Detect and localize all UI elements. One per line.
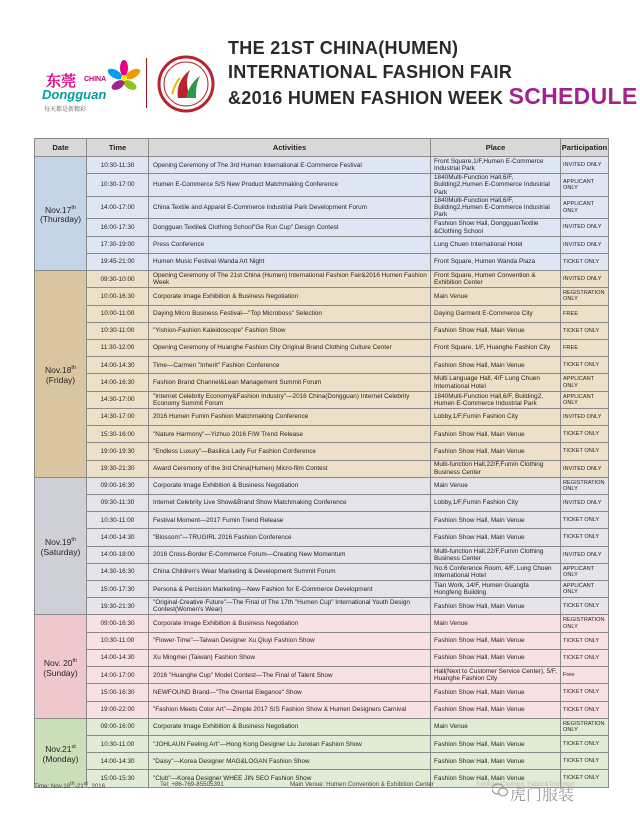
table-header-row xyxy=(35,139,609,157)
participation-cell: TICKET ONLY xyxy=(561,322,609,339)
time-cell: 14:00-14:30 xyxy=(87,649,149,666)
participation-cell: Free xyxy=(561,667,609,684)
footer-venue: Main Venue: Humen Convention & Exhibition Center xyxy=(290,781,434,788)
time-cell: 11:30-12:00 xyxy=(87,339,149,356)
place-cell: Fashion Show Hall, Main Venue xyxy=(431,684,561,701)
date-suffix: th xyxy=(71,364,76,371)
flower-logo-icon xyxy=(104,58,144,98)
page-title xyxy=(228,36,637,110)
time-cell: 10:30-11:00 xyxy=(87,322,149,339)
dongguan-en-name: Dongguan xyxy=(42,87,107,102)
time-cell: 15:00-17:30 xyxy=(87,581,149,598)
participation-cell: TICKET ONLY xyxy=(561,512,609,529)
participation-cell: TICKET ONLY xyxy=(561,632,609,649)
time-cell: 14:00-17:00 xyxy=(87,667,149,684)
table-row xyxy=(35,529,609,546)
time-cell: 19:45-21:00 xyxy=(87,253,149,270)
table-row xyxy=(35,460,609,477)
time-cell: 10:00-11:00 xyxy=(87,305,149,322)
activity-cell: "Internet Celebrity Economy&Fashion Industry"—2016 China(Dongguan) Internet Celebrity Economy Summit Forum xyxy=(149,391,431,408)
table-row xyxy=(35,174,609,197)
table-row xyxy=(35,426,609,443)
activity-cell: "Daisy"—Korea Designer MAG&LOGAN Fashion Show xyxy=(149,753,431,770)
date-day: Nov.19 xyxy=(45,537,72,547)
table-row xyxy=(35,305,609,322)
activity-cell: Festival Moment—2017 Fumin Trend Release xyxy=(149,512,431,529)
activity-cell: Opening Ceremony of The 21st China (Humen) International Fashion Fair&2016 Humen Fashion Week xyxy=(149,271,431,288)
participation-cell: TICKET ONLY xyxy=(561,770,609,787)
activity-cell: Press Conference xyxy=(149,236,431,253)
place-cell: Main Venue xyxy=(431,718,561,735)
activity-cell: "Flower·Time"—Taiwan Designer Xu Qiuyi Fashion Show xyxy=(149,632,431,649)
table-row xyxy=(35,581,609,598)
activity-cell: "Club"—Korea Designer WHEE JIN SEO Fashion Show xyxy=(149,770,431,787)
place-cell: Main Venue xyxy=(431,615,561,632)
activity-cell: Dongguan Textile& Clothing School"Ge Run Cup" Design Contest xyxy=(149,219,431,236)
time-cell: 15:00-16:30 xyxy=(87,684,149,701)
activity-cell: "Blossom"—TRUGIRL 2016 Fashion Conference xyxy=(149,529,431,546)
table-row xyxy=(35,632,609,649)
table-row xyxy=(35,477,609,494)
activity-cell: "JOHLAUN Feeling Art"—Hong Kong Designer Liu Junxian Fashion Show xyxy=(149,736,431,753)
header-place: Place xyxy=(431,139,561,157)
logo-divider xyxy=(146,58,147,108)
time-cell: 19:30-21:30 xyxy=(87,460,149,477)
place-cell: Lung Chuen International Hotel xyxy=(431,236,561,253)
place-cell: Fashion Show Hall, Main Venue xyxy=(431,443,561,460)
table-row xyxy=(35,219,609,236)
place-cell: Hall(Next to Customer Service Center), 5/F, Huanghe Fashion City xyxy=(431,667,561,684)
activity-cell: Opening Ceremony of The 3rd Humen International E-Commerce Festival xyxy=(149,157,431,174)
place-cell: Fashion Show Hall, Main Venue xyxy=(431,512,561,529)
activity-cell: Corporate Image Exhibition & Business Negotiation xyxy=(149,288,431,305)
activity-cell: 2016 "Huanghe Cup" Model Contest—The Final of Talent Show xyxy=(149,667,431,684)
place-cell: 1840Multi-Function Hall,6/F, Building2,Humen E-Commerce Industrial Park xyxy=(431,174,561,197)
table-row xyxy=(35,236,609,253)
place-cell: Front Square, 1/F, Huanghe Fashion City xyxy=(431,339,561,356)
time-cell: 09:00-16:30 xyxy=(87,615,149,632)
footer-time-sup1: th xyxy=(70,781,75,787)
time-cell: 15:00-15:30 xyxy=(87,770,149,787)
activity-cell: "Original·Creative·Future"—The Final of The 17th "Humen Cup" International Youth Design Contest(Women's Wear) xyxy=(149,598,431,615)
time-cell: 19:00-19:30 xyxy=(87,443,149,460)
participation-cell: TICKET ONLY xyxy=(561,426,609,443)
table-row xyxy=(35,408,609,425)
place-cell: Fashion Show Hall, Main Venue xyxy=(431,529,561,546)
participation-cell: TICKET ONLY xyxy=(561,598,609,615)
table-row xyxy=(35,357,609,374)
date-cell xyxy=(35,271,87,478)
participation-cell: INVITED ONLY xyxy=(561,546,609,563)
table-row xyxy=(35,391,609,408)
time-cell: 19:30-21:30 xyxy=(87,598,149,615)
table-row xyxy=(35,322,609,339)
activity-cell: Internet Celebrity Live Show&Brand Show Matchmaking Conference xyxy=(149,494,431,511)
participation-cell: FREE xyxy=(561,305,609,322)
activity-cell: "Yishion-Fashion Kaleidoscope" Fashion Show xyxy=(149,322,431,339)
footer-time-start: Time: Nov.18 xyxy=(34,783,71,791)
activity-cell: Opening Ceremony of Huanghe Fashion City Original Brand Clothing Culture Center xyxy=(149,339,431,356)
place-cell: Fashion Show Hall, Main Venue xyxy=(431,770,561,787)
activity-cell: "Fashion Meets Color Art"—Zimple 2017 S/S Fashion Show & Humen Designers Carnival xyxy=(149,701,431,718)
participation-cell: APPLICANT ONLY xyxy=(561,563,609,580)
participation-cell: REGISTRATION ONLY xyxy=(561,477,609,494)
header xyxy=(0,0,640,128)
time-cell: 14:00-17:00 xyxy=(87,196,149,219)
time-cell: 10:30-11:00 xyxy=(87,736,149,753)
participation-cell: INVITED ONLY xyxy=(561,408,609,425)
place-cell: Lobby,1/F,Fumin Fashion City xyxy=(431,408,561,425)
time-cell: 14:30-17:00 xyxy=(87,391,149,408)
activity-cell: 2016 Cross-Border E-Commerce Forum—Creating New Momentum xyxy=(149,546,431,563)
table-row xyxy=(35,157,609,174)
table-row xyxy=(35,701,609,718)
place-cell: Fashion Show Hall, Main Venue xyxy=(431,736,561,753)
date-weekday: (Sunday) xyxy=(43,667,78,678)
activity-cell: Time—Carmen "Inherit" Fashion Conference xyxy=(149,357,431,374)
participation-cell: TICKET ONLY xyxy=(561,357,609,374)
date-cell xyxy=(35,718,87,787)
place-cell: Front Square, Humen Convention & Exhibition Center xyxy=(431,271,561,288)
table-row xyxy=(35,736,609,753)
dongguan-cn-name: 东莞 xyxy=(46,72,77,90)
watermark-text: 虎门服装 xyxy=(510,785,575,804)
participation-cell: TICKET ONLY xyxy=(561,649,609,666)
title-line-1: THE 21ST CHINA(HUMEN) xyxy=(228,38,459,58)
activity-cell: Award Ceremony of the 3rd China(Humen) Micro-film Contest xyxy=(149,460,431,477)
participation-cell: APPLICANT ONLY xyxy=(561,391,609,408)
place-cell: No.6 Conference Room, 4/F, Lung Chuen International Hotel xyxy=(431,563,561,580)
participation-cell: APPLICANT ONLY xyxy=(561,174,609,197)
date-weekday: (Thursday) xyxy=(39,214,82,225)
date-suffix: th xyxy=(72,657,78,664)
participation-cell: TICKET ONLY xyxy=(561,736,609,753)
activity-cell: Humen E-Commerce S/S New Product Matchmaking Conference xyxy=(149,174,431,197)
place-cell: Fashion Show Hall, Main Venue xyxy=(431,426,561,443)
participation-cell: REGISTRATION ONLY xyxy=(561,615,609,632)
place-cell: Fashion Show Hall, Main Venue xyxy=(431,322,561,339)
time-cell: 10:30-11:00 xyxy=(87,632,149,649)
activity-cell: China Textile and Apparel E-Commerce Industrial Park Development Forum xyxy=(149,196,431,219)
title-line-2: INTERNATIONAL FASHION FAIR xyxy=(228,62,513,82)
time-cell: 14:00-16:30 xyxy=(87,374,149,391)
participation-cell: INVITED ONLY xyxy=(561,219,609,236)
time-cell: 14:00-14:30 xyxy=(87,529,149,546)
place-cell: Front Square,1/F,Humen E-Commerce Industrial Park xyxy=(431,157,561,174)
participation-cell: APPLICANT ONLY xyxy=(561,374,609,391)
activity-cell: 2016 Humen Fumin Fashion Matchmaking Conference xyxy=(149,408,431,425)
participation-cell: INVITED ONLY xyxy=(561,494,609,511)
time-cell: 17:30-19:00 xyxy=(87,236,149,253)
date-cell xyxy=(35,615,87,718)
footer-tel: Tel: +86-769-85505391 xyxy=(160,781,224,788)
date-day: Nov.21 xyxy=(45,743,72,754)
header-date: Date xyxy=(35,139,87,157)
time-cell: 15:30-16:00 xyxy=(87,426,149,443)
activity-cell: Daying Micro Business Festival—"Top Microboss" Selection xyxy=(149,305,431,322)
time-cell: 10:30-11:30 xyxy=(87,157,149,174)
place-cell: Tian Work, 14/F, Humen Guangfa Hongfeng Building xyxy=(431,581,561,598)
header-participation: Participation xyxy=(561,139,609,157)
time-cell: 14:00-14:30 xyxy=(87,357,149,374)
footer-time xyxy=(34,781,105,790)
footer-time-year: , 2016 xyxy=(87,783,106,791)
participation-cell: REGISTRATION ONLY xyxy=(561,718,609,735)
time-cell: 09:00-16:30 xyxy=(87,477,149,494)
place-cell: Fashion Show Hall, Main Venue xyxy=(431,701,561,718)
table-row xyxy=(35,667,609,684)
participation-cell: INVITED ONLY xyxy=(561,271,609,288)
place-cell: Fashion Show Hall, Main Venue xyxy=(431,753,561,770)
table-row xyxy=(35,649,609,666)
dongguan-china-label: CHINA xyxy=(84,76,107,83)
participation-cell: FREE xyxy=(561,339,609,356)
table-row xyxy=(35,253,609,270)
dongguan-logo xyxy=(40,58,140,118)
participation-cell: TICKET ONLY xyxy=(561,253,609,270)
schedule-table xyxy=(34,138,609,791)
place-cell: Multi-function Hall,22/F,Fumin Clothing Business Center xyxy=(431,460,561,477)
place-cell: Fashion Show Hall, Main Venue xyxy=(431,632,561,649)
activity-cell: Xu Mingmei (Taiwan) Fashion Show xyxy=(149,649,431,666)
time-cell: 16:00-17:30 xyxy=(87,219,149,236)
place-cell: Fashion Show Hall, Main Venue xyxy=(431,357,561,374)
time-cell: 14:30-16:30 xyxy=(87,563,149,580)
date-suffix: th xyxy=(71,204,76,211)
participation-cell: INVITED ONLY xyxy=(561,157,609,174)
table-row xyxy=(35,753,609,770)
date-suffix: th xyxy=(71,537,76,544)
wechat-watermark-icon xyxy=(492,783,508,797)
place-cell: Fashion Show Hall, Main Venue xyxy=(431,598,561,615)
participation-cell: TICKET ONLY xyxy=(561,443,609,460)
time-cell: 09:30-11:30 xyxy=(87,494,149,511)
participation-cell: INVITED ONLY xyxy=(561,236,609,253)
table-row xyxy=(35,718,609,735)
time-cell: 10:00-16:30 xyxy=(87,288,149,305)
place-cell: Main Venue xyxy=(431,288,561,305)
time-cell: 14:30-17:00 xyxy=(87,408,149,425)
date-suffix: st xyxy=(71,743,76,750)
participation-cell: APPLICANT ONLY xyxy=(561,581,609,598)
time-cell: 19:00-22:00 xyxy=(87,701,149,718)
date-day: Nov. 20 xyxy=(43,657,73,668)
activity-cell: Corporate Image Exhibition & Business Negotiation xyxy=(149,615,431,632)
activity-cell: Humen Music Festival·Wanda Art Night xyxy=(149,253,431,270)
table-row xyxy=(35,443,609,460)
table-row xyxy=(35,615,609,632)
place-cell: Fashion Show Hall, Main Venue xyxy=(431,649,561,666)
activity-cell: Persona & Percision Marketing—New Fashion for E-Commerce Development xyxy=(149,581,431,598)
place-cell: 1840Multi-Function Hall,6/F, Building2,Humen E-Commerce Industrial Park xyxy=(431,196,561,219)
participation-cell: APPLICANT ONLY xyxy=(561,196,609,219)
place-cell: Front Square, Humen Wanda Plaza xyxy=(431,253,561,270)
fashion-fair-emblem-icon xyxy=(156,54,216,114)
title-line-3-prefix: &2016 HUMEN FASHION WEEK xyxy=(228,88,504,108)
time-cell: 09:30-10:00 xyxy=(87,271,149,288)
schedule-body xyxy=(34,157,609,791)
place-cell: Lobby,1/F,Fumin Fashion City xyxy=(431,494,561,511)
activity-cell: China Children's Wear Marketing & Development Summit Forum xyxy=(149,563,431,580)
place-cell: Multi Language Hall, 4/F Lung Chuen International Hotel xyxy=(431,374,561,391)
participation-cell: REGISTRATION ONLY xyxy=(561,288,609,305)
date-weekday: (Friday) xyxy=(45,374,76,385)
header-activities: Activities xyxy=(149,139,431,157)
table-row xyxy=(35,339,609,356)
place-cell: Multi-function Hall,22/F,Fumin Clothing Business Center xyxy=(431,546,561,563)
date-weekday: (Monday) xyxy=(42,753,79,764)
dongguan-slogan: 每天都是新精彩 xyxy=(44,106,87,113)
table-row xyxy=(35,288,609,305)
place-cell: Daying Garment E-Commerce City xyxy=(431,305,561,322)
title-line-3 xyxy=(228,84,637,110)
footer-time-end: -21 xyxy=(74,783,84,791)
participation-cell: TICKET ONLY xyxy=(561,529,609,546)
date-day: Nov.18 xyxy=(45,364,72,375)
place-cell: Main Venue xyxy=(431,477,561,494)
participation-cell: TICKET ONLY xyxy=(561,753,609,770)
activity-cell: "Nature Harmony"—Yizhuo 2016 F/W Trend Release xyxy=(149,426,431,443)
table-row xyxy=(35,598,609,615)
schedule-heading: SCHEDULE xyxy=(508,83,638,109)
activity-cell: Corporate Image Exhibition & Business Negotiation xyxy=(149,477,431,494)
activity-cell: Corporate Image Exhibition & Business Negotiation xyxy=(149,718,431,735)
table-row xyxy=(35,684,609,701)
activity-cell: "Endless Luxury"—Basilica Lady Fur Fashion Conference xyxy=(149,443,431,460)
table-row xyxy=(35,563,609,580)
header-time: Time xyxy=(87,139,149,157)
participation-cell: TICKET ONLY xyxy=(561,701,609,718)
time-cell: 14:00-18:00 xyxy=(87,546,149,563)
time-cell: 09:00-16:00 xyxy=(87,718,149,735)
table-row xyxy=(35,374,609,391)
footer-time-sup2: st xyxy=(83,781,88,787)
date-cell xyxy=(35,157,87,271)
place-cell: Fashion Show Hall, DongguanTextile &Clothing School xyxy=(431,219,561,236)
activity-cell: Fashion Brand Channel&Lean Management Summit Forum xyxy=(149,374,431,391)
time-cell: 10:30-11:00 xyxy=(87,512,149,529)
date-day: Nov.17 xyxy=(45,204,72,215)
time-cell: 14:00-14:30 xyxy=(87,753,149,770)
footer-exhibits: Exhibits: Clothing, Fabric&Trimming xyxy=(476,781,575,788)
table-row xyxy=(35,494,609,511)
table-row xyxy=(35,271,609,288)
activity-cell: NEWFOUND Brand—"The Onental Elegance" Show xyxy=(149,684,431,701)
table-row xyxy=(35,546,609,563)
participation-cell: INVITED ONLY xyxy=(561,460,609,477)
participation-cell: TICKET ONLY xyxy=(561,684,609,701)
table-row xyxy=(35,196,609,219)
date-cell xyxy=(35,477,87,615)
date-weekday: (Saturday) xyxy=(40,547,81,557)
place-cell: 1840Multi-Function Hall,6/F, Building2, Humen E-Commerce Industrial Park xyxy=(431,391,561,408)
table-row xyxy=(35,512,609,529)
time-cell: 10:30-17:00 xyxy=(87,174,149,197)
